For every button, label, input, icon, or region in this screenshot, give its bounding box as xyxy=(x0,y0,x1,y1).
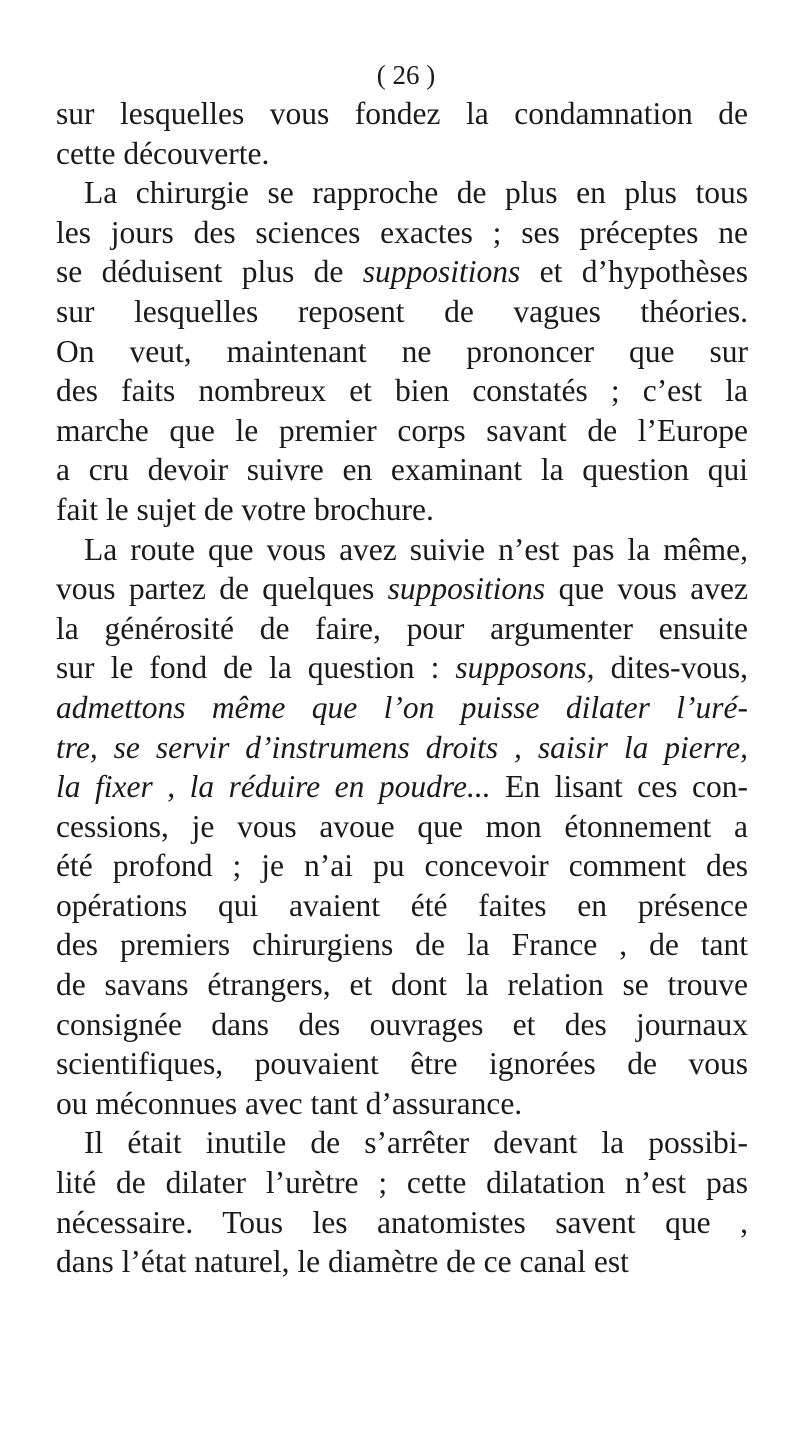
text-run: se déduisent plus de xyxy=(56,254,363,290)
italic-text: admettons même que l’on puisse dilater l’uré- xyxy=(56,689,748,725)
text-run: la générosité de faire, pour argumenter ensuite xyxy=(56,610,748,646)
text-run: de savans étrangers, et dont la relation se trouve xyxy=(56,967,748,1003)
text-line xyxy=(56,1044,748,1084)
text-run: lité de dilater l’urètre ; cette dilatation n’est pas xyxy=(56,1165,748,1201)
italic-text: suppositions xyxy=(362,254,521,290)
text-line xyxy=(56,1084,748,1124)
text-run: sur lesquelles vous fondez la condamnation de xyxy=(56,96,748,131)
text-line xyxy=(56,213,748,253)
text-run: scientifiques, pouvaient être ignorées de vous xyxy=(56,1046,748,1082)
text-run: Il était inutile de s’arrêter devant la possibi- xyxy=(84,1125,748,1161)
text-run: On veut, maintenant ne prononcer que sur xyxy=(56,333,748,369)
text-line xyxy=(56,846,748,886)
text-line xyxy=(56,94,748,134)
text-run: nécessaire. Tous les anatomistes savent que , xyxy=(56,1204,748,1240)
text-run: dans l’état naturel, le diamètre de ce canal est xyxy=(56,1244,629,1280)
text-line xyxy=(56,530,748,570)
text-line xyxy=(56,252,748,292)
paragraph xyxy=(56,173,748,529)
text-run: sur lesquelles reposent de vagues théories. xyxy=(56,293,748,329)
text-run: consignée dans des ouvrages et des journaux xyxy=(56,1006,748,1042)
text-line xyxy=(56,609,748,649)
text-run: et d’hypothèses xyxy=(520,254,748,290)
text-run: La route que vous avez suivie n’est pas la même, xyxy=(84,531,748,567)
text-run: opérations qui avaient été faites en présence xyxy=(56,887,748,923)
text-run: ou méconnues avec tant d’assurance. xyxy=(56,1085,523,1121)
text-line xyxy=(56,807,748,847)
text-run: été profond ; je n’ai pu concevoir comment des xyxy=(56,848,748,884)
italic-text: la fixer , la réduire en poudre... xyxy=(56,769,491,805)
text-run: La chirurgie se rapproche de plus en plus tous xyxy=(84,175,748,211)
text-run: vous partez de quelques xyxy=(56,571,388,607)
text-line xyxy=(56,886,748,926)
text-line xyxy=(56,728,748,768)
text-line xyxy=(56,371,748,411)
text-body xyxy=(56,94,748,1282)
text-run: En lisant ces con- xyxy=(490,769,748,805)
text-line xyxy=(56,173,748,213)
paragraph xyxy=(56,1123,748,1281)
text-run: sur le fond de la question : xyxy=(56,650,456,686)
text-line xyxy=(56,134,748,174)
text-run: cessions, je vous avoue que mon étonnement a xyxy=(56,808,748,844)
paragraph xyxy=(56,94,748,173)
text-line xyxy=(56,450,748,490)
italic-text: suppositions xyxy=(387,571,546,607)
text-run: des premiers chirurgiens de la France , de tant xyxy=(56,927,748,963)
text-line xyxy=(56,688,748,728)
text-line xyxy=(56,965,748,1005)
text-run: a cru devoir suivre en examinant la question qui xyxy=(56,452,748,488)
text-line xyxy=(56,1163,748,1203)
text-line xyxy=(56,1242,748,1282)
text-line xyxy=(56,490,748,530)
page-number: ( 26 ) xyxy=(376,60,436,90)
text-line xyxy=(56,648,748,688)
text-line xyxy=(56,1203,748,1243)
text-run: cette découverte. xyxy=(56,135,270,171)
text-line xyxy=(56,332,748,372)
text-run: dites-vous, xyxy=(594,650,748,686)
text-run: des faits nombreux et bien constatés ; c’est la xyxy=(56,373,748,409)
italic-text: tre, se servir d’instrumens droits , saisir la pierre, xyxy=(56,729,748,765)
text-line xyxy=(56,925,748,965)
italic-text: supposons, xyxy=(455,650,595,686)
text-run: les jours des sciences exactes ; ses préceptes ne xyxy=(56,214,748,250)
text-line xyxy=(56,292,748,332)
paragraph xyxy=(56,530,748,1124)
text-run: que vous avez xyxy=(545,571,748,607)
text-run: fait le sujet de votre brochure. xyxy=(56,491,434,527)
text-line xyxy=(56,569,748,609)
text-line xyxy=(56,767,748,807)
text-line xyxy=(56,1123,748,1163)
text-line xyxy=(56,1005,748,1045)
text-line xyxy=(56,411,748,451)
text-run: marche que le premier corps savant de l’Europe xyxy=(56,412,748,448)
